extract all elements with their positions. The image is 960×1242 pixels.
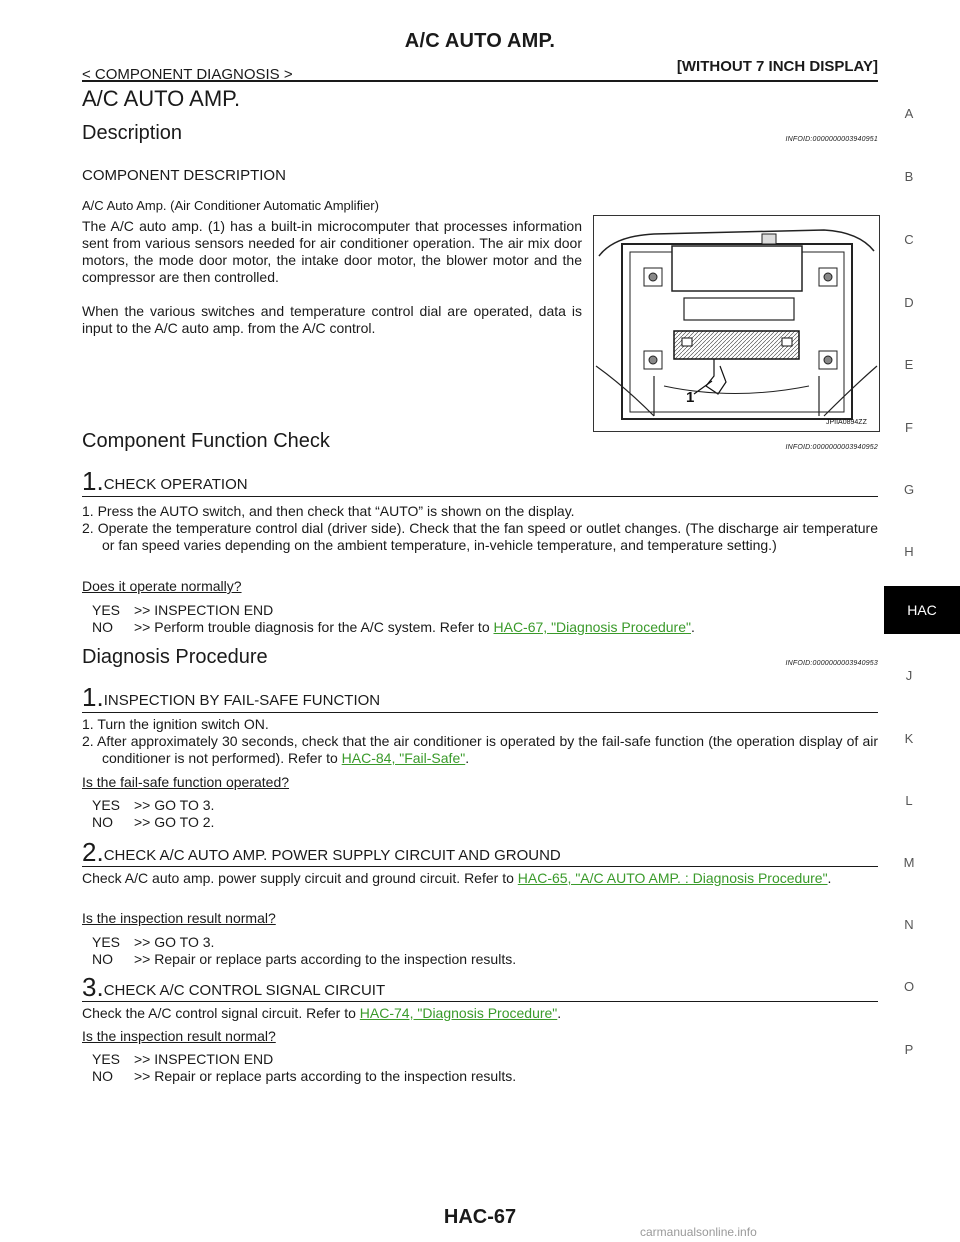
list-item: 1. Press the AUTO switch, and then check that “AUTO” is shown on the display. <box>82 503 575 519</box>
side-index-p[interactable]: P <box>904 1042 914 1057</box>
answer-yes: YES >> INSPECTION END <box>92 602 274 618</box>
answer-no: NO >> Perform trouble diagnosis for the A/C system. Refer to HAC-67, "Diagnosis Procedure". <box>92 619 695 635</box>
step-title: CHECK OPERATION <box>103 476 248 493</box>
list-item: 2. Operate the temperature control dial (driver side). Check that the fan speed or outlet changes. (The discharge air temperature or fan speed varies depending on the ambient temperature, in-vehicle temperature, and temperature setting.) <box>82 520 878 553</box>
question: Does it operate normally? <box>82 578 242 594</box>
side-index-a[interactable]: A <box>904 106 914 121</box>
function-check-infoid: INFOID:0000000003940952 <box>785 444 878 451</box>
auto-amp-location-figure <box>593 215 880 432</box>
function-check-steps <box>82 503 878 554</box>
breadcrumb: < COMPONENT DIAGNOSIS > <box>82 66 293 83</box>
side-index-g[interactable]: G <box>903 482 915 497</box>
answer-no: NO >> Repair or replace parts according to the inspection results. <box>92 951 517 967</box>
answer-yes: YES >> GO TO 3. <box>92 797 215 813</box>
side-index-d[interactable]: D <box>904 295 914 310</box>
header-divider <box>82 80 878 82</box>
side-index-e[interactable]: E <box>904 357 914 372</box>
step-divider <box>82 866 878 867</box>
side-index-k[interactable]: K <box>904 731 914 746</box>
diagnosis-infoid: INFOID:0000000003940953 <box>785 660 878 667</box>
function-check-heading: Component Function Check <box>82 430 330 452</box>
watermark: carmanualsonline.info <box>640 1225 757 1239</box>
side-index-c[interactable]: C <box>904 232 914 247</box>
answer-no: NO >> Repair or replace parts according to the inspection results. <box>92 1068 517 1084</box>
step-number: 1. <box>82 466 104 496</box>
header-title: A/C AUTO AMP. <box>404 30 556 52</box>
side-index-b[interactable]: B <box>904 169 914 184</box>
description-paragraph-2: When the various switches and temperature control dial are operated, data is input to the A/C auto amp. from the A/C control. <box>82 303 582 336</box>
diagnosis-heading: Diagnosis Procedure <box>82 646 268 668</box>
dashboard-illustration <box>594 216 879 431</box>
control-signal-text: Check the A/C control signal circuit. Refer to HAC-74, "Diagnosis Procedure". <box>82 1005 562 1021</box>
link-hac-65[interactable]: HAC-65, "A/C AUTO AMP. : Diagnosis Procedure" <box>517 870 828 886</box>
description-paragraph-1: The A/C auto amp. (1) has a built-in microcomputer that processes information sent from various sensors needed for air conditioner operation. The air mix door motors, the mode door motor, the intake door motor, the blower motor and the compressor are then controlled. <box>82 218 582 285</box>
side-index-m[interactable]: M <box>903 855 915 870</box>
side-index-j[interactable]: J <box>905 668 913 683</box>
step-divider <box>82 712 878 713</box>
figure-code: JPIIA0894ZZ <box>826 419 867 426</box>
step-divider <box>82 496 878 497</box>
link-hac-74[interactable]: HAC-74, "Diagnosis Procedure" <box>359 1005 558 1021</box>
step-check-operation <box>82 466 248 497</box>
list-item: 1. Turn the ignition switch ON. <box>82 716 269 732</box>
list-item: 2. After approximately 30 seconds, check that the air conditioner is operated by the fail-safe function (the operation display of air conditioner is not performed). Refer to HAC-84, "Fail-Safe". <box>82 733 878 766</box>
fail-safe-steps <box>82 716 878 767</box>
component-name: A/C Auto Amp. (Air Conditioner Automatic Amplifier) <box>82 198 379 213</box>
page-number: HAC-67 <box>443 1206 517 1228</box>
answer-no: NO >> GO TO 2. <box>92 814 215 830</box>
side-index-o[interactable]: O <box>903 979 915 994</box>
answer-yes: YES >> GO TO 3. <box>92 934 215 950</box>
component-description-subheading: COMPONENT DESCRIPTION <box>82 167 286 184</box>
side-index-f[interactable]: F <box>905 420 913 435</box>
description-heading: Description <box>82 122 183 144</box>
figure-callout-1: 1 <box>686 389 695 406</box>
step-fail-safe: 1.INSPECTION BY FAIL-SAFE FUNCTION <box>82 682 381 712</box>
description-infoid: INFOID:0000000003940951 <box>785 136 878 143</box>
link-hac-84[interactable]: HAC-84, "Fail-Safe" <box>341 750 466 766</box>
question: Is the fail-safe function operated? <box>82 774 290 790</box>
header-variant: [WITHOUT 7 INCH DISPLAY] <box>676 58 878 75</box>
side-index-n[interactable]: N <box>904 917 914 932</box>
side-index-tab-hac[interactable]: HAC <box>884 586 960 634</box>
page-title: A/C AUTO AMP. <box>82 86 241 111</box>
question: Is the inspection result normal? <box>82 1028 276 1044</box>
link-hac-67[interactable]: HAC-67, "Diagnosis Procedure" <box>493 619 691 635</box>
side-index-l[interactable]: L <box>905 793 913 808</box>
step-control-signal: 3.CHECK A/C CONTROL SIGNAL CIRCUIT <box>82 972 386 1002</box>
answer-yes: YES >> INSPECTION END <box>92 1051 274 1067</box>
step-divider <box>82 1001 878 1002</box>
step-power-supply: 2.CHECK A/C AUTO AMP. POWER SUPPLY CIRCUIT AND GROUND <box>82 837 561 867</box>
question: Is the inspection result normal? <box>82 910 276 926</box>
side-index-h[interactable]: H <box>904 544 914 559</box>
power-supply-text: Check A/C auto amp. power supply circuit and ground circuit. Refer to HAC-65, "A/C AUTO AMP. : Diagnosis Procedure". <box>82 870 832 886</box>
